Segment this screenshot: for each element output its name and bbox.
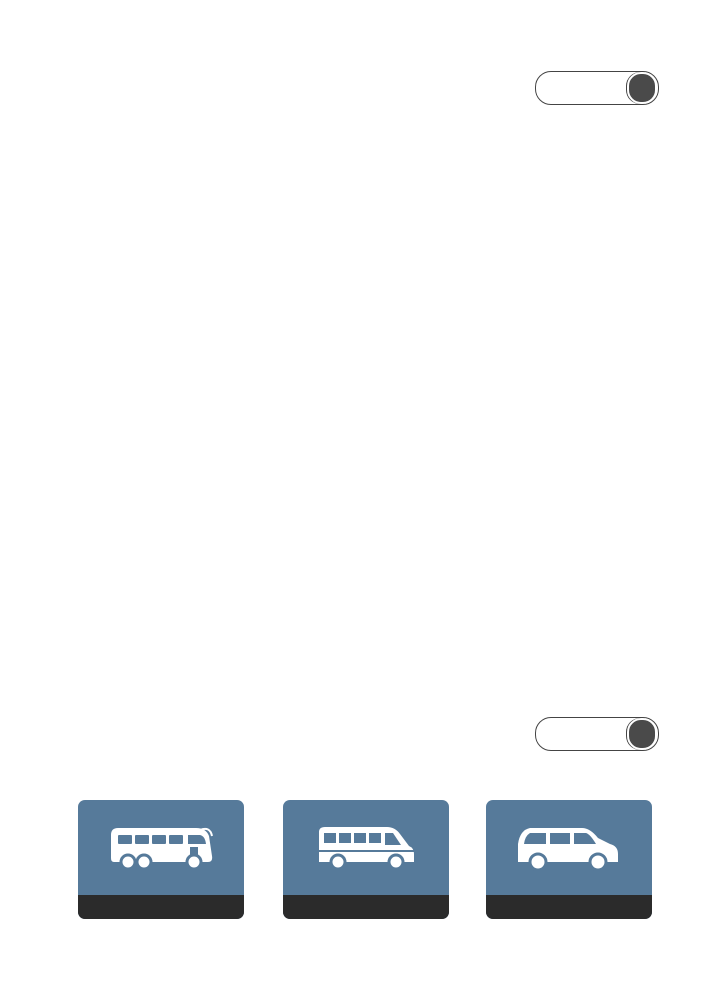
card-coach-bus	[78, 800, 244, 919]
pill-cap-decoration	[627, 718, 657, 750]
mpv-car-icon	[486, 800, 652, 895]
minibus-icon	[283, 800, 449, 895]
card-mpv	[486, 800, 652, 919]
card-label	[486, 895, 652, 919]
card-label	[78, 895, 244, 919]
watermark-text	[158, 302, 593, 729]
application-section-badge	[535, 717, 659, 751]
spec-section-badge	[535, 71, 659, 105]
pill-cap-decoration	[627, 72, 657, 104]
coach-bus-icon	[78, 800, 244, 895]
card-minibus	[283, 800, 449, 919]
card-label	[283, 895, 449, 919]
